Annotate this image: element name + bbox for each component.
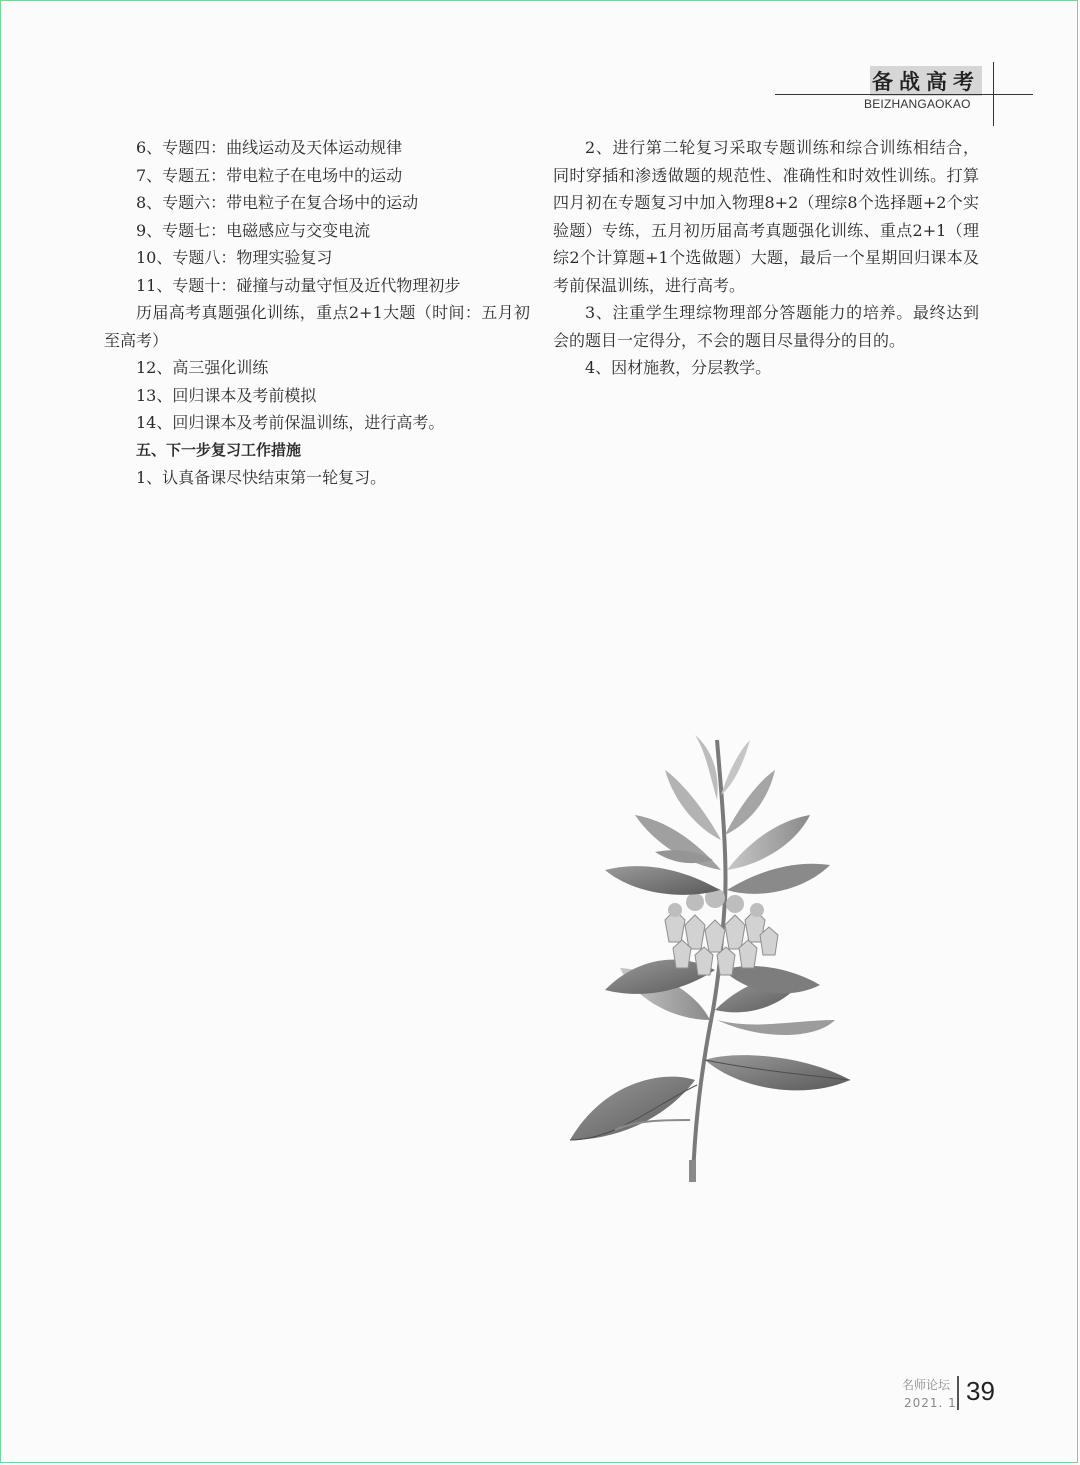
list-item: 14、回归课本及考前保温训练，进行高考。 xyxy=(136,413,445,432)
list-item: 9、专题七：电磁感应与交变电流 xyxy=(136,220,371,240)
header-vertical-rule xyxy=(993,62,994,126)
list-item: 1、认真备课尽快结束第一轮复习。 xyxy=(136,468,387,487)
header-rule xyxy=(775,94,1033,95)
journal-name: 名师论坛 xyxy=(902,1378,951,1392)
page-number: 39 xyxy=(966,1376,995,1406)
section-heading: 五、下一步复习工作措施 xyxy=(136,440,302,459)
list-item: 13、回归课本及考前模拟 xyxy=(136,385,317,405)
footer-divider xyxy=(957,1376,959,1410)
section-title: 备战高考 xyxy=(870,66,982,96)
body-paragraph: 历届高考真题强化训练，重点2+1大题（时间：五月初至高考） xyxy=(104,303,530,350)
list-item: 6、专题四：曲线运动及天体运动规律 xyxy=(136,138,403,157)
body-paragraph: 4、因材施教，分层教学。 xyxy=(585,358,772,377)
body-paragraph: 2、进行第二轮复习采取专题训练和综合训练相结合，同时穿插和渗透做题的规范性、准确性和时效性训练。打算四月初在专题复习中加入物理8+2（理综8个选择题+2个实验题）专练，五月初历届高考真题强化训练、重点2+1（理综2个计算题+1个选做题）大题，最后一个星期回归课本及考前保温训练，进行高考。 xyxy=(553,138,979,295)
issue-date: 2021. 1 xyxy=(904,1396,957,1410)
plant-illustration xyxy=(545,720,875,1210)
right-column xyxy=(553,134,979,382)
section-subtitle: BEIZHANGAOKAO xyxy=(864,97,971,111)
left-column xyxy=(104,134,530,492)
list-item: 12、高三强化训练 xyxy=(136,358,269,377)
list-item: 10、专题八：物理实验复习 xyxy=(136,248,333,267)
list-item: 11、专题十：碰撞与动量守恒及近代物理初步 xyxy=(136,275,461,295)
body-paragraph: 3、注重学生理综物理部分答题能力的培养。最终达到会的题目一定得分，不会的题目尽量得分的目的。 xyxy=(553,303,979,350)
list-item: 8、专题六：带电粒子在复合场中的运动 xyxy=(136,193,419,212)
list-item: 7、专题五：带电粒子在电场中的运动 xyxy=(136,165,403,185)
